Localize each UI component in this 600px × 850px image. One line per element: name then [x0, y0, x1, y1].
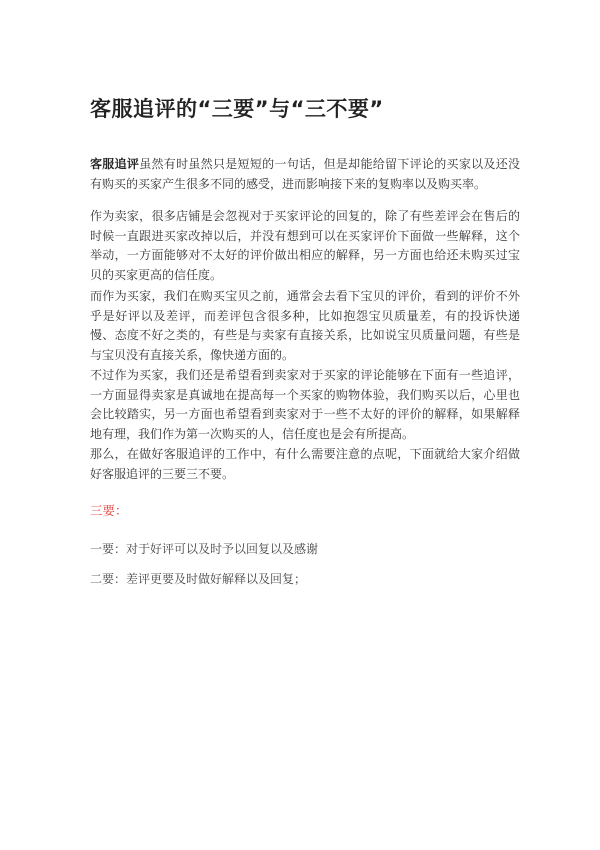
- intro-lead: 客服追评: [90, 157, 140, 171]
- list-item: 二要：差评更要及时做好解释以及回复；: [90, 572, 307, 586]
- document-title: 客服追评的“三要”与“三不要”: [90, 97, 384, 121]
- list-item: 一要：对于好评可以及时予以回复以及感谢: [90, 542, 319, 556]
- paragraph-3: 不过作为买家，我们还是希望看到卖家对于买家的评论能够在下面有一些追评，一方面显得卖家是真诚地在提高每一个买家的购物体验，我们购买以后，心里也会比较踏实，另一方面也希望看到卖家对于一些不太好的评价的解释，如果解释地有理，我们作为第一次购买的人，信任度也是会有所提高。: [90, 368, 520, 441]
- intro-text: 虽然有时虽然只是短短的一句话，但是却能给留下评论的买家以及还没有购买的买家产生很多不同的感受，进而影响接下来的复购率以及购买率。: [90, 157, 520, 191]
- paragraph-1: 作为卖家，很多店铺是会忽视对于买家评论的回复的，除了有些差评会在售后的时候一直跟进买家改掉以后，并没有想到可以在买家评价下面做一些解释，这个举动，一方面能够对不太好的评价做出相应的解释，另一方面也给还未购买过宝贝的买家更高的信任度。: [90, 209, 520, 282]
- paragraph-2: 而作为买家，我们在购买宝贝之前，通常会去看下宝贝的评价，看到的评价不外乎是好评以及差评，而差评包含很多种，比如抱怨宝贝质量差，有的投诉快递慢、态度不好之类的，有些是与卖家有直接关系，比如说宝贝质量问题，有些是与宝贝没有直接关系，像快递方面的。: [90, 289, 520, 362]
- intro-paragraph: [90, 155, 520, 194]
- section-heading: 三要：: [90, 503, 128, 518]
- paragraph-4: 那么，在做好客服追评的工作中，有什么需要注意的点呢，下面就给大家介绍做好客服追评的三要三不要。: [90, 447, 520, 481]
